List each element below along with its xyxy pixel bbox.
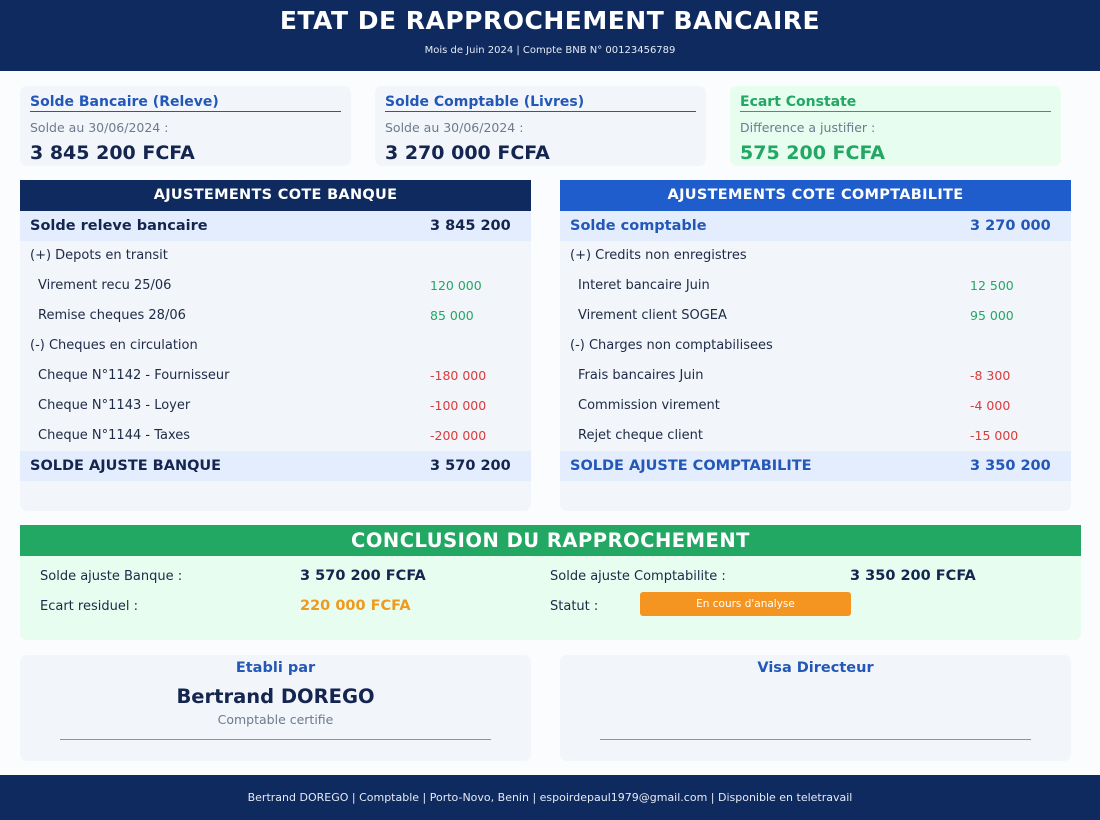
difference-card (730, 86, 1061, 166)
row-label: SOLDE AJUSTE BANQUE (30, 458, 222, 474)
card-title: Solde Comptable (Livres) (385, 94, 696, 112)
table-row (20, 241, 531, 271)
footer-text: Bertrand DOREGO | Comptable | Porto-Novo, Benin | espoirdepaul1979@gmail.com | Disponible en teletravail (247, 791, 853, 804)
table-row (560, 241, 1071, 271)
row-amount: 120 000 (430, 278, 482, 293)
residual-gap-label: Ecart residuel : (40, 599, 138, 614)
row-label: (+) Depots en transit (30, 248, 168, 263)
row-label: Commission virement (578, 398, 720, 413)
report-header (0, 0, 1100, 71)
row-amount: 85 000 (430, 308, 474, 323)
row-amount: -15 000 (970, 428, 1019, 443)
row-label: (-) Charges non comptabilisees (570, 338, 773, 353)
status-label: Statut : (550, 599, 599, 614)
card-title: Solde Bancaire (Releve) (30, 94, 341, 112)
panel-heading: AJUSTEMENTS COTE COMPTABILITE (560, 180, 1071, 211)
card-title: Ecart Constate (740, 94, 1051, 112)
signature-line (600, 739, 1031, 740)
report-subtitle: Mois de Juin 2024 | Compte BNB N° 00123456789 (424, 45, 676, 56)
row-amount: 3 570 200 (430, 458, 511, 474)
card-label: Solde au 30/06/2024 : (385, 120, 524, 135)
conclusion-section (20, 525, 1081, 640)
preparer-role: Comptable certifie (217, 712, 334, 727)
table-row (560, 451, 1071, 481)
table-row (20, 391, 531, 421)
row-label: Solde comptable (570, 218, 707, 234)
row-label: Rejet cheque client (578, 428, 703, 443)
table-row (560, 301, 1071, 331)
row-label: Interet bancaire Juin (578, 278, 710, 293)
book-adjustments-panel (560, 180, 1071, 511)
panel-heading: AJUSTEMENTS COTE BANQUE (20, 180, 531, 211)
director-visa-title: Visa Directeur (757, 660, 874, 676)
row-label: Frais bancaires Juin (578, 368, 704, 383)
books-adjusted-value: 3 350 200 FCFA (850, 568, 976, 584)
preparer-name: Bertrand DOREGO (176, 685, 375, 708)
bank-adjustments-panel (20, 180, 531, 511)
card-label: Solde au 30/06/2024 : (30, 120, 169, 135)
table-row (20, 451, 531, 481)
table-row (560, 271, 1071, 301)
row-amount: -8 300 (970, 368, 1011, 383)
table-row (20, 301, 531, 331)
row-label: Virement client SOGEA (578, 308, 727, 323)
row-amount: 3 270 000 (970, 218, 1051, 234)
report-title: ETAT DE RAPPROCHEMENT BANCAIRE (279, 6, 821, 35)
table-row (560, 391, 1071, 421)
prepared-by-block (20, 655, 531, 761)
residual-gap-value: 220 000 FCFA (300, 598, 411, 614)
card-label: Difference a justifier : (740, 120, 876, 135)
table-row (20, 271, 531, 301)
row-amount: -200 000 (430, 428, 487, 443)
row-label: (-) Cheques en circulation (30, 338, 198, 353)
signature-line (60, 739, 491, 740)
bank-adjusted-value: 3 570 200 FCFA (300, 568, 426, 584)
table-row (20, 331, 531, 361)
row-label: Cheque N°1143 - Loyer (38, 398, 191, 413)
card-value: 3 270 000 FCFA (385, 142, 550, 164)
table-row (560, 361, 1071, 391)
table-row (560, 331, 1071, 361)
bank-adjusted-label: Solde ajuste Banque : (40, 569, 183, 584)
book-balance-card (375, 86, 706, 166)
table-row (20, 421, 531, 451)
row-amount: 3 845 200 (430, 218, 511, 234)
row-label: Cheque N°1142 - Fournisseur (38, 368, 230, 383)
table-row (560, 211, 1071, 241)
table-row (20, 211, 531, 241)
card-value: 575 200 FCFA (740, 142, 885, 164)
status-badge: En cours d'analyse (640, 592, 851, 616)
prepared-by-title: Etabli par (235, 660, 316, 676)
director-visa-block (560, 655, 1071, 761)
row-label: (+) Credits non enregistres (570, 248, 747, 263)
table-row (20, 361, 531, 391)
row-amount: -100 000 (430, 398, 487, 413)
row-amount: -4 000 (970, 398, 1011, 413)
row-amount: -180 000 (430, 368, 487, 383)
row-amount: 95 000 (970, 308, 1014, 323)
table-row (560, 421, 1071, 451)
bank-balance-card (20, 86, 351, 166)
row-label: Solde releve bancaire (30, 218, 208, 234)
row-amount: 3 350 200 (970, 458, 1051, 474)
row-label: Cheque N°1144 - Taxes (38, 428, 191, 443)
card-value: 3 845 200 FCFA (30, 142, 195, 164)
conclusion-heading: CONCLUSION DU RAPPROCHEMENT (20, 525, 1081, 556)
row-amount: 12 500 (970, 278, 1014, 293)
row-label: Virement recu 25/06 (38, 278, 172, 293)
row-label: Remise cheques 28/06 (38, 308, 186, 323)
row-label: SOLDE AJUSTE COMPTABILITE (570, 458, 812, 474)
report-footer (0, 775, 1100, 820)
books-adjusted-label: Solde ajuste Comptabilite : (550, 569, 726, 584)
